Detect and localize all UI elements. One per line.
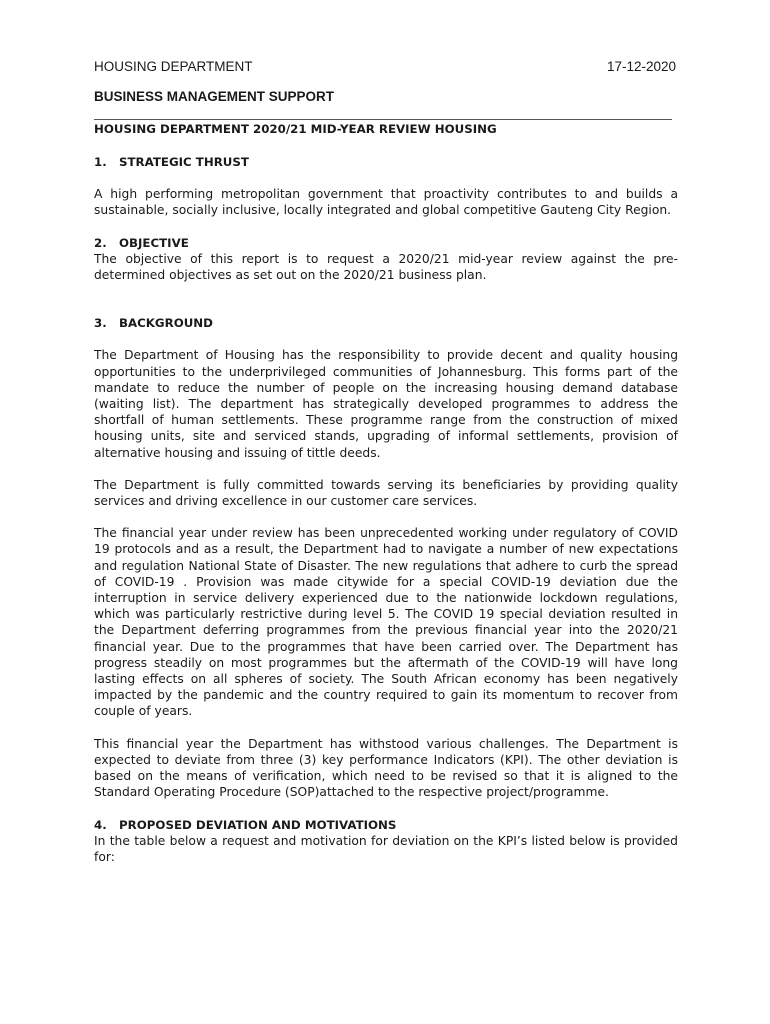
section-heading-background: 3. BACKGROUND xyxy=(94,316,213,331)
paragraph: The objective of this report is to request a 2020/21 mid-year review against the pre-determined objectives as set out on the 2020/21 business plan. xyxy=(94,251,678,283)
document-body xyxy=(94,154,678,865)
section-heading-strategic-thrust: 1. STRATEGIC THRUST xyxy=(94,155,249,169)
paragraph: The financial year under review has been unprecedented working under regulatory of COVID 19 protocols and as a result, the Department had to navigate a number of new expectations and regulation National State of Disaster. The new regulations that adhere to curb the spread of COVID-19 . Provision was made citywide for a special COVID-19 deviation due the interruption in service delivery experienced due to the nationwide lockdown regulations, which was particularly restrictive during level 5. The COVID 19 special deviation resulted in the Department deferring programmes from the previous financial year into the 2020/21 financial year. Due to the programmes that have been carried over. The Department has progress steadily on most programmes but the aftermath of the COVID-19 will have long lasting effects on all spheres of society. The South African economy has been negatively impacted by the pandemic and the country required to gain its momentum to recover from couple of years. xyxy=(94,526,678,719)
paragraph: This financial year the Department has withstood various challenges. The Department is expected to deviate from three (3) key performance Indicators (KPI). The other deviation is based on the means of verification, which need to be revised so that it is aligned to the Standard Operating Procedure (SOP)attached to the respective project/programme. xyxy=(94,736,678,800)
paragraph: The Department is fully committed towards serving its beneficiaries by providing quality services and driving excellence in our customer care services. xyxy=(94,477,678,509)
document-header xyxy=(94,59,676,74)
section-heading-proposed-deviation: 4. PROPOSED DEVIATION AND MOTIVATIONS xyxy=(94,817,397,832)
document-title: HOUSING DEPARTMENT 2020/21 MID-YEAR REVIEW HOUSING xyxy=(94,122,497,136)
divider xyxy=(94,119,672,120)
paragraph: The Department of Housing has the responsibility to provide decent and quality housing opportunities to the underprivileged communities of Johannesburg. This forms part of the mandate to reduce the number of people on the increasing housing demand database (waiting list). The department has strategically developed programmes to address the shortfall of human settlements. These programme range from the construction of mixed housing units, site and serviced stands, upgrading of informal settlements, provision of alternative housing and issuing of tittle deeds. xyxy=(94,348,678,460)
section-heading-objective: 2. OBJECTIVE xyxy=(94,235,189,250)
paragraph: In the table below a request and motivation for deviation on the KPI’s listed below is provided for: xyxy=(94,833,678,864)
paragraph: A high performing metropolitan government that proactivity contributes to and builds a sustainable, socially inclusive, locally integrated and global competitive Gauteng City Region. xyxy=(94,187,678,218)
department-name: HOUSING DEPARTMENT xyxy=(94,59,253,74)
business-unit: BUSINESS MANAGEMENT SUPPORT xyxy=(94,89,335,104)
document-date: 17-12-2020 xyxy=(606,59,676,74)
